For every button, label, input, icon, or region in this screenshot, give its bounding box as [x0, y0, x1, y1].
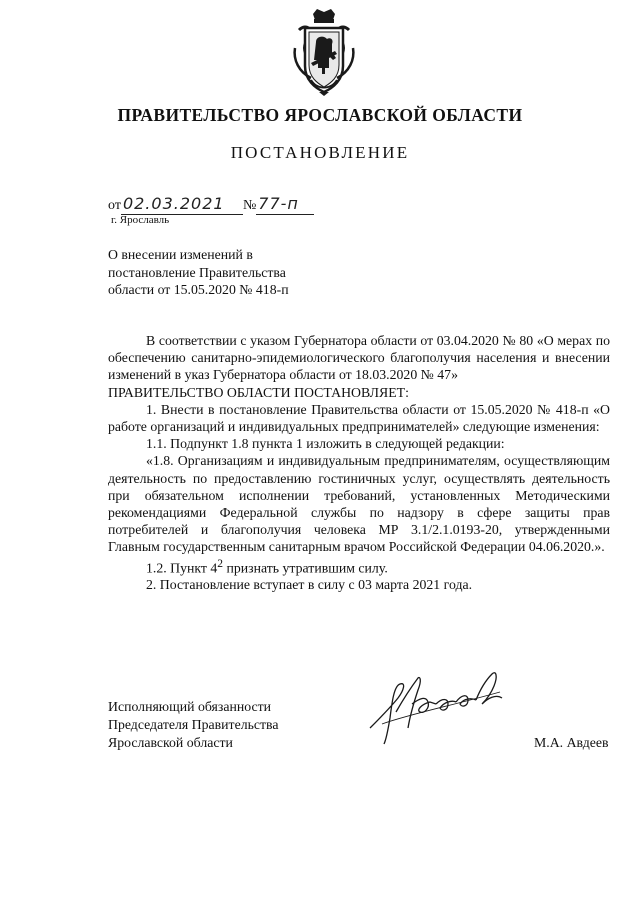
document-body	[108, 332, 610, 594]
resolves-heading: ПРАВИТЕЛЬСТВО ОБЛАСТИ ПОСТАНОВЛЯЕТ:	[108, 384, 409, 400]
signer-name: М.А. Авдеев	[534, 735, 609, 750]
number-value: 77-п	[258, 194, 299, 213]
item-1-2	[108, 556, 610, 577]
item-2: 2. Постановление вступает в силу с 03 марта 2021 года.	[146, 577, 473, 593]
date-number-line	[108, 195, 314, 215]
date-field	[121, 195, 243, 215]
item-1-1: 1.1. Подпункт 1.8 пункта 1 изложить в следующей редакции:	[146, 436, 505, 452]
number-field	[256, 195, 314, 215]
document-type: ПОСТАНОВЛЕНИЕ	[230, 143, 410, 162]
subject-line: области от 15.05.2020 № 418-п	[108, 282, 289, 297]
subject-line: О внесении изменений в	[108, 247, 253, 262]
item-1-2-end: признать утратившим силу.	[223, 560, 388, 576]
preamble: В соответствии с указом Губернатора области от 03.04.2020 № 80 «О мерах по обеспечению санитарно-эпидемиологического благополучия населения и внесении изменений в указ Губернатора области от 18.03.2020 № 47»	[108, 333, 610, 383]
position-line: Ярославской области	[108, 735, 233, 750]
item-1-2-start: 1.2. Пункт 4	[146, 560, 218, 576]
signatory-position	[108, 698, 328, 752]
coat-of-arms-icon	[289, 8, 359, 96]
number-prefix: №	[242, 198, 257, 213]
date-prefix: от	[108, 198, 121, 213]
handwritten-signature	[360, 668, 520, 748]
subject-line: постановление Правительства	[108, 264, 286, 280]
city: г. Ярославль	[111, 214, 170, 226]
date-value: 02.03.2021	[122, 194, 225, 213]
item-1: 1. Внести в постановление Правительства области от 15.05.2020 № 418-п «О работе организаций и индивидуальных предпринимателей» следующие изменения:	[108, 401, 610, 435]
subject-block	[108, 246, 348, 299]
item-1-2-superscript: 2	[217, 557, 224, 570]
item-1-8-text: «1.8. Организациям и индивидуальным предпринимателям, осуществляющим деятельность по предоставлению гостиничных услуг, осуществлять деятельность при обязательном исполнении требований, установленных Методическими рекомендациями Федеральной службы по надзору в сфере защиты прав потребителей и благополучия человека МР 3.1/2.1.0193-20, утвержденными Главным государственным санитарным врачом Российской Федерации 04.06.2020.».	[108, 453, 610, 555]
position-line: Председателя Правительства	[108, 717, 279, 732]
government-title: ПРАВИТЕЛЬСТВО ЯРОСЛАВСКОЙ ОБЛАСТИ	[117, 105, 523, 125]
position-line: Исполняющий обязанности	[108, 699, 271, 714]
